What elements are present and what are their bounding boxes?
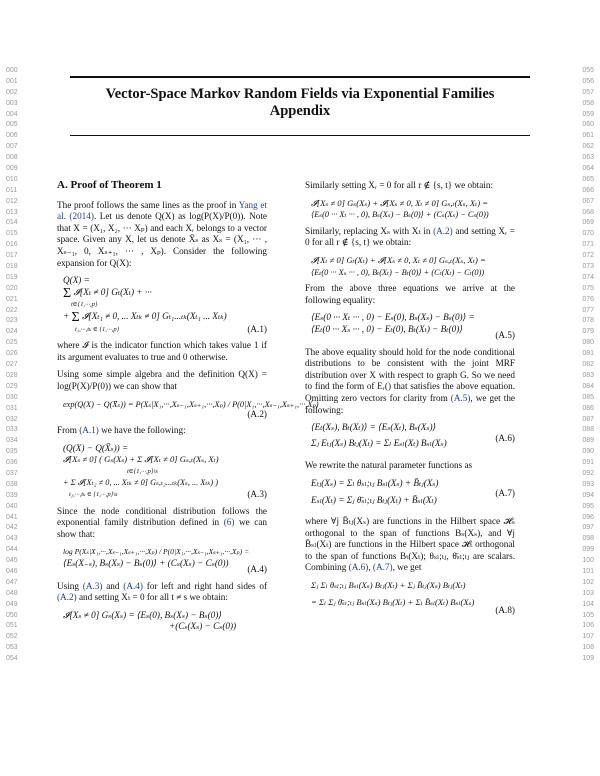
- line-number: 066: [582, 186, 594, 194]
- line-number: 038: [6, 480, 18, 488]
- equation-number: (A.2): [247, 408, 267, 419]
- line-number: 032: [6, 415, 18, 423]
- text: , we get: [392, 562, 422, 573]
- equation-line: log P(Xₛ|X₁,···,Xₛ₋₁,Xₛ₊₁,···,Xₚ) / P(0|X₁,···,Xₛ₋₁,Xₛ₊₁,···,Xₚ) =: [63, 547, 250, 557]
- text: for left and right hand sides of: [142, 580, 268, 591]
- line-number: 009: [6, 165, 18, 173]
- line-number: 011: [6, 186, 18, 194]
- line-number: 090: [582, 448, 594, 456]
- line-number: 044: [6, 546, 18, 554]
- line-number: 021: [6, 295, 18, 303]
- line-number: 046: [6, 567, 18, 575]
- line-number: 076: [582, 295, 594, 303]
- line-number: 098: [582, 535, 594, 543]
- line-number: 054: [6, 655, 18, 663]
- line-number: 067: [582, 197, 594, 205]
- equation-r1: [305, 198, 515, 221]
- line-numbers-right: [572, 66, 594, 665]
- equation-ref-link[interactable]: (A.5): [450, 392, 471, 403]
- line-number: 048: [6, 589, 18, 597]
- text: The proof follows the same lines as the proof in: [57, 199, 239, 210]
- equation-a4: [57, 546, 267, 575]
- left-column: [57, 179, 319, 638]
- text: and setting Xₜ = 0 for all t ≠ s we obtain:: [76, 592, 228, 603]
- line-number: 003: [6, 99, 18, 107]
- line-number: 051: [6, 622, 18, 630]
- line-number: 025: [6, 339, 18, 347]
- line-number: 104: [582, 600, 594, 608]
- line-number: 034: [6, 437, 18, 445]
- equation-line: 𝓘[Xₛ ≠ 0] Gₛ(Xₛ) + 𝓘[Xₛ ≠ 0, Xₜ ≠ 0] Gₛ,ₜ(Xₛ, Xₜ) =: [311, 197, 489, 208]
- equation-a7: [305, 478, 515, 511]
- line-number: 100: [582, 557, 594, 565]
- line-number: 107: [582, 633, 594, 641]
- line-number: 016: [6, 241, 18, 249]
- equation-a3: [57, 443, 267, 501]
- equation-last-left: [57, 610, 267, 633]
- text: , we get the following:: [305, 392, 515, 415]
- paper-title-line1: Vector-Space Markov Random Fields via Exponential Families: [105, 86, 495, 102]
- line-number: 087: [582, 415, 594, 423]
- line-number: 103: [582, 589, 594, 597]
- line-number: 049: [6, 600, 18, 608]
- line-number: 039: [6, 491, 18, 499]
- line-number: 077: [582, 306, 594, 314]
- line-number: 027: [6, 361, 18, 369]
- line-number: 006: [6, 132, 18, 140]
- line-number: 068: [582, 208, 594, 216]
- paragraph: where 𝓘 is the indicator function which takes value 1 if its argument evaluates to true and 0 otherwise.: [57, 340, 267, 362]
- equation-line: 𝓘[Xₛ ≠ 0] ( Gₛ(Xₛ) + Σ 𝓘[Xₜ ≠ 0] Gₛ,ₜ(Xₛ, Xₜ): [63, 454, 219, 465]
- line-number: 031: [6, 404, 18, 412]
- text: we have the following:: [98, 425, 186, 436]
- line-number: 037: [6, 469, 18, 477]
- equation-line: ⟨Eₜ(Xₛ), Bₜ(Xₜ)⟩ = ⟨Eₛ(Xₜ), Bₛ(Xₛ)⟩: [311, 422, 437, 433]
- equation-ref-link[interactable]: (A.3): [82, 580, 103, 591]
- equation-line: Σⱼ Eₜⱼ(Xₛ) Bₜⱼ(Xₜ) = Σₗ Eₛₗ(Xₜ) Bₛₗ(Xₛ): [311, 437, 447, 448]
- line-number: 086: [582, 404, 594, 412]
- line-number: 082: [582, 361, 594, 369]
- title-rule-top: [70, 76, 530, 78]
- line-number: 088: [582, 426, 594, 434]
- line-number: 081: [582, 350, 594, 358]
- line-number: 101: [582, 567, 594, 575]
- paragraph: From the above three equations we arrive at the following equality:: [305, 283, 515, 305]
- line-number: 075: [582, 284, 594, 292]
- equation-line: ⟨Eₛ(0 ··· Xₜ ··· , 0) − Eₛ(0), Bₛ(Xₛ) − Bₛ(0)⟩ =: [311, 312, 475, 323]
- line-number: 073: [582, 263, 594, 271]
- line-number: 071: [582, 241, 594, 249]
- text: we can show that:: [57, 517, 268, 539]
- line-number: 102: [582, 578, 594, 586]
- line-number: 030: [6, 393, 18, 401]
- equation-line: = Σₗ Σⱼ θ̄ₛₗ;ₜⱼ Bₛₗ(Xₛ) Bₜⱼ(Xₜ) + Σₗ B̄ₛₗ(Xₜ) Bₛₗ(Xₛ): [311, 596, 475, 607]
- line-number: 001: [6, 77, 18, 85]
- paragraph: [57, 425, 267, 437]
- line-number: 085: [582, 393, 594, 401]
- equation-line: + Σ 𝓘[Xₜ₁ ≠ 0, ... Xₜₖ ≠ 0] Gₜ₁...ₜₖ(Xₜ₁ ... Xₜₖ): [63, 309, 227, 325]
- line-number: 064: [582, 165, 594, 173]
- equation-line: ⟨Eₜ(0 ··· Xₛ ··· , 0) − Eₜ(0), Bₜ(Xₜ) − Bₜ(0)⟩: [311, 323, 463, 334]
- line-number: 060: [582, 121, 594, 129]
- equation-ref-link[interactable]: (A.4): [123, 580, 143, 591]
- line-number: 041: [6, 513, 18, 521]
- equation-a6: [305, 422, 515, 455]
- text: Similarly, replacing Xₛ with Xₜ in: [305, 225, 434, 236]
- line-number: 028: [6, 371, 18, 379]
- line-number: 019: [6, 273, 18, 281]
- equation-line: ⟨Eₜ(0 ··· Xₛ ··· , 0), Bₜ(Xₜ) − Bₜ(0)⟩ + (Cₜ(Xₜ) − Cₜ(0)): [311, 267, 485, 277]
- line-number: 084: [582, 382, 594, 390]
- paragraph: Using some simple algebra and the definition Q(X) = log(P(X)/P(0)) we can show that: [57, 369, 267, 391]
- section-heading: A. Proof of Theorem 1: [57, 179, 162, 191]
- equation-line: Σⱼ Σₗ θₛₗ;ₜⱼ Bₛₗ(Xₛ) Bₜⱼ(Xₜ) + Σⱼ B̄ₜⱼ(Xₛ) Bₜⱼ(Xₜ): [311, 580, 466, 591]
- equation-subscript: t∈{1,···,p}: [71, 301, 98, 309]
- line-number: 043: [6, 535, 18, 543]
- line-number: 058: [582, 99, 594, 107]
- equation-ref-link[interactable]: (A.1): [79, 425, 99, 436]
- line-number: 042: [6, 524, 18, 532]
- line-number: 014: [6, 219, 18, 227]
- line-number: 022: [6, 306, 18, 314]
- paragraph: [57, 581, 267, 604]
- line-number: 053: [6, 644, 18, 652]
- text: . Let us denote Q(X) as log(P(X)/P(0)). Note that X = (X₁, X₂, ··· Xₚ) and each Xᵣ belongs to a vector space. Given any X, let us denote X̄ₛ as Xₛ = (X₁, ··· , Xₛ₋₁, 0, Xₛ₊₁, ··· , Xₚ). Consider the following expansion for Q(X):: [57, 211, 267, 268]
- line-number: 029: [6, 382, 18, 390]
- equation-a1: [57, 275, 267, 335]
- equation-subscript: t∈{1,···,p}\s: [127, 467, 158, 475]
- line-number: 061: [582, 132, 594, 140]
- equation-subscript: t₂,···,tₖ ∈ {1,···,p}\s: [69, 491, 118, 499]
- equation-ref-link[interactable]: (A.2): [433, 225, 453, 236]
- equation-r2: [305, 255, 515, 278]
- line-number: 012: [6, 197, 18, 205]
- title-rule-bottom: [70, 135, 530, 136]
- line-number: 062: [582, 143, 594, 151]
- paragraph: We rewrite the natural parameter functions as: [305, 460, 473, 471]
- text: Since the node conditional distribution follows the exponential family distribution defined in: [57, 505, 267, 528]
- equation-line: Eₜⱼ(Xₛ) = Σₗ θₛₗ;ₜⱼ Bₛₗ(Xₛ) + B̄ₜⱼ(Xₛ): [311, 477, 439, 488]
- line-number: 036: [6, 459, 18, 467]
- line-number: 020: [6, 284, 18, 292]
- equation-line: ⟨Eₛ(X₋ₛ), Bₛ(Xₛ) − Bₛ(0)⟩ + (Cₛ(Xₛ) − Cₛ(0)): [63, 558, 229, 569]
- line-number: 013: [6, 208, 18, 216]
- line-number: 089: [582, 437, 594, 445]
- equation-ref-link[interactable]: (A.7): [372, 562, 393, 573]
- equation-number: (A.1): [247, 323, 267, 334]
- line-number: 105: [582, 611, 594, 619]
- line-number: 056: [582, 77, 594, 85]
- equation-line: 𝓘[Xₛ ≠ 0] Gₛ(Xₛ) = ⟨Eₛ(0), Bₛ(Xₛ) − Bₛ(0)⟩: [63, 609, 222, 620]
- line-number: 097: [582, 524, 594, 532]
- line-number: 055: [582, 67, 594, 74]
- line-number: 018: [6, 263, 18, 271]
- paragraph: Similarly setting Xᵣ = 0 for all r ∉ {s, t} we obtain:: [305, 180, 494, 190]
- line-number: 072: [582, 252, 594, 260]
- line-number: 069: [582, 219, 594, 227]
- text: The above equality should hold for the node conditional distributions to be consistent with the joint MRF distribution over X with respect to graph G. So we need to find the form of Eᵣ() that satisfies the above equation. Omitting zero vectors for clarity from: [305, 346, 515, 403]
- line-number: 109: [582, 655, 594, 663]
- line-number: 095: [582, 502, 594, 510]
- line-number: 008: [6, 154, 18, 162]
- line-number: 005: [6, 121, 18, 129]
- equation-number: (A.6): [495, 432, 515, 443]
- right-column: [305, 180, 515, 621]
- equation-line: ⟨Eₛ(0 ··· Xₜ ··· , 0), Bₛ(Xₛ) − Bₛ(0)⟩ + (Cₛ(Xₛ) − Cₛ(0)): [311, 210, 489, 220]
- line-number: 065: [582, 175, 594, 183]
- equation-line: exp(Q(X) − Q(X̄ₛ)) = P(Xₛ|X₁,···,Xₛ₋₁,Xₛ₊₁,···,Xₚ) / P(0|X₁,···,Xₛ₋₁,Xₛ₊₁,···,Xₚ): [63, 399, 319, 409]
- equation-line: + Σ 𝓘[Xₜ₂ ≠ 0, ... Xₜₖ ≠ 0] Gₛ,ₜ₂...ₜₖ(Xₛ, ... Xₜₖ) ): [63, 478, 219, 488]
- equation-number: (A.5): [495, 329, 515, 340]
- line-number: 080: [582, 339, 594, 347]
- equation-ref-link[interactable]: (A.2): [57, 592, 77, 603]
- text: and: [102, 580, 124, 591]
- line-number: 033: [6, 426, 18, 434]
- paragraph: [305, 516, 515, 574]
- equation-a5: [305, 312, 515, 341]
- line-number: 079: [582, 328, 594, 336]
- line-number: 063: [582, 154, 594, 162]
- equation-term: 𝓘[Xₜ₁ ≠ 0, ... Xₜₖ ≠ 0] Gₜ₁...ₜₖ(Xₜ₁ ... Xₜₖ): [81, 310, 227, 321]
- paragraph: [57, 506, 267, 541]
- line-number: 040: [6, 502, 18, 510]
- line-number: 026: [6, 350, 18, 358]
- line-number: 099: [582, 546, 594, 554]
- line-number: 096: [582, 513, 594, 521]
- equation-number: (A.3): [247, 489, 267, 500]
- line-number: 092: [582, 469, 594, 477]
- equation-line: 𝓘[Xₜ ≠ 0] Gₜ(Xₜ) + 𝓘[Xₛ ≠ 0, Xₜ ≠ 0] Gₛ,ₜ(Xₛ, Xₜ) =: [311, 254, 486, 265]
- line-number: 093: [582, 480, 594, 488]
- equation-line: Σ 𝓘[Xₜ ≠ 0] Gₜ(Xₜ) + ···: [63, 285, 152, 301]
- paragraph: [305, 226, 515, 249]
- line-number: 083: [582, 371, 594, 379]
- text: where ∀j B̄ₜⱼ(Xₛ) are functions in the Hilbert space 𝓗ₛ orthogonal to the span of functions Bₛ(Xₛ), and ∀j B̄ₛₗ(Xₜ) are functions in the Hilbert space 𝓗ₜ orthogonal to the span of functions Bₜ(Xₜ); θₛₗ;ₜⱼ, θ̄ₛₗ;ₜⱼ are scalars. Combining: [305, 516, 515, 573]
- equation-term: 𝓘[Xₜ ≠ 0] Gₜ(Xₜ) + ···: [73, 286, 152, 297]
- line-number: 023: [6, 317, 18, 325]
- line-number: 050: [6, 611, 18, 619]
- equation-ref-link[interactable]: (6): [223, 517, 235, 528]
- line-number: 052: [6, 633, 18, 641]
- equation-line: +(Cₛ(Xₛ) − Cₛ(0)): [169, 621, 237, 632]
- line-number: 015: [6, 230, 18, 238]
- line-numbers-left: [6, 66, 28, 665]
- citation-link[interactable]: Yang et al. (2014): [57, 199, 267, 222]
- text: and setting Xᵣ = 0 for all r ∉ {s, t} we obtain:: [305, 225, 515, 248]
- line-number: 059: [582, 110, 594, 118]
- paper-title: [70, 86, 530, 120]
- line-number: 024: [6, 328, 18, 336]
- text: Using: [57, 580, 83, 591]
- line-number: 007: [6, 143, 18, 151]
- equation-number: (A.4): [247, 564, 267, 575]
- equation-line: Q(X) =: [63, 275, 90, 286]
- equation-number: (A.7): [495, 488, 515, 499]
- text: ,: [368, 562, 373, 573]
- line-number: 078: [582, 317, 594, 325]
- equation-line: Eₛₗ(Xₜ) = Σⱼ θ̄ₛₗ;ₜⱼ Bₜⱼ(Xₜ) + B̄ₛₗ(Xₜ): [311, 495, 437, 506]
- paragraph: [305, 347, 515, 417]
- paragraph: [57, 200, 267, 270]
- line-number: 004: [6, 110, 18, 118]
- line-number: 000: [6, 67, 18, 74]
- line-number: 070: [582, 230, 594, 238]
- paper-title-line2: Appendix: [269, 103, 331, 119]
- equation-a2: [57, 399, 319, 421]
- equation-number: (A.8): [495, 604, 515, 615]
- line-number: 091: [582, 459, 594, 467]
- line-number: 010: [6, 175, 18, 183]
- line-number: 045: [6, 557, 18, 565]
- line-number: 017: [6, 252, 18, 260]
- line-number: 047: [6, 578, 18, 586]
- line-number: 002: [6, 88, 18, 96]
- equation-ref-link[interactable]: (A.6): [348, 562, 369, 573]
- line-number: 108: [582, 644, 594, 652]
- equation-subscript: t₁,···,tₖ ∈ {1,···,p}: [75, 325, 120, 333]
- line-number: 035: [6, 448, 18, 456]
- equation-a8: [305, 580, 515, 616]
- text: From: [57, 425, 80, 436]
- equation-line: (Q(X) − Q(X̄ₛ)) =: [63, 442, 129, 453]
- line-number: 057: [582, 88, 594, 96]
- line-number: 074: [582, 273, 594, 281]
- line-number: 106: [582, 622, 594, 630]
- line-number: 094: [582, 491, 594, 499]
